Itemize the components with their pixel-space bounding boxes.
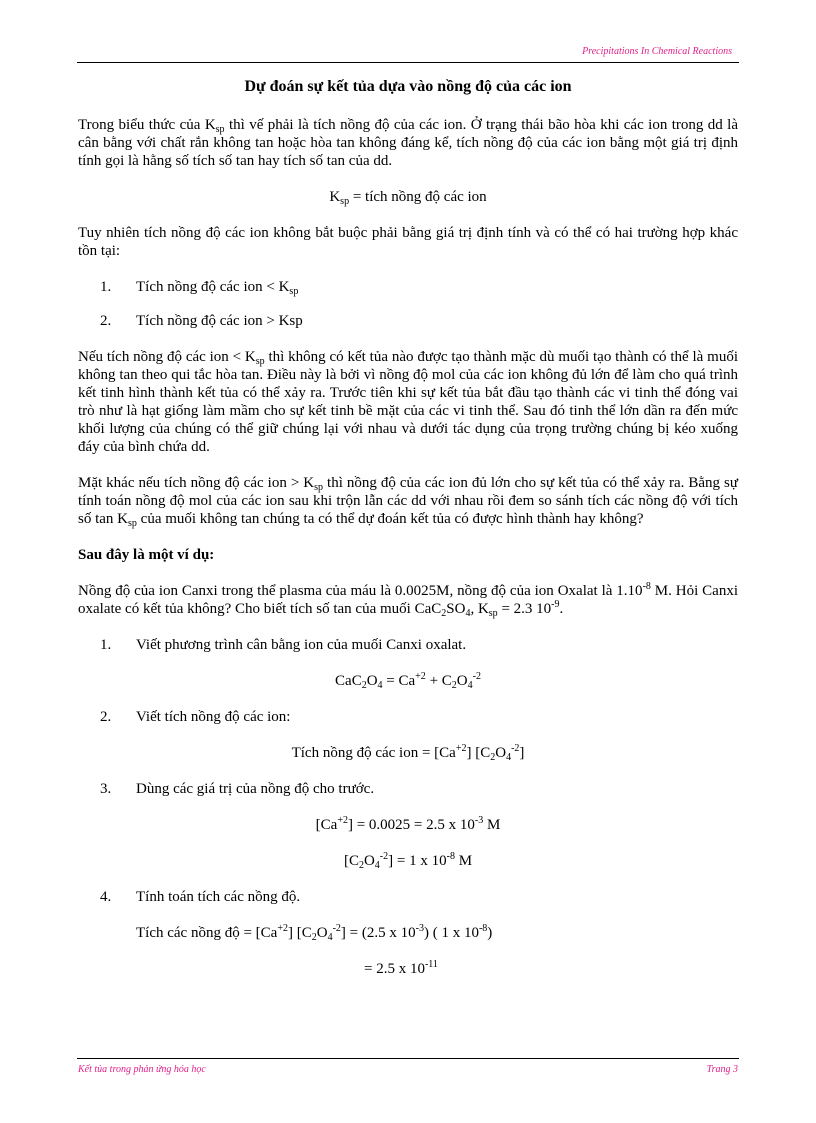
intro-paragraph: Trong biểu thức của $K_{sp}$ thì vế phải là tích nồng độ của các ion. Ở trạng thái bão hòa khi các ion trong dd là cân bằng với chất rắn không tan hoặc hòa tan không đáng kể, tích nồng độ của các ion bằng một giá trị định tính gọi là hằng số tích số tan hay tích số tan của dd. <box>78 117 738 169</box>
dissociation-equation: $CaC_2O_4 = Ca^{+2} + C_2O_4^{-2}$ <box>335 671 481 691</box>
header-rule <box>77 62 739 63</box>
step-item-3: 3. Dùng các giá trị của nồng độ cho trước. <box>100 781 375 797</box>
footer-title: Kết tủa trong phản ứng hóa học <box>78 1064 206 1075</box>
footer-rule <box>77 1058 739 1059</box>
page-number: Trang 3 <box>706 1064 738 1075</box>
step-item-1: 1. Viết phương trình cân bằng ion của muối Canxi oxalat. <box>100 637 467 653</box>
page-title: Dự đoán sự kết tủa dựa vào nồng độ của các ion <box>244 78 572 95</box>
no-precipitate-paragraph: Nếu tích nồng độ các ion < $K_{sp}$ thì không có kết tủa nào được tạo thành mặc dù muối tạo thành có thể là muối không tan theo qui tắc hòa tan. Điều này là bởi vì nồng độ mol của các ion không đủ lớn để làm cho quá trình kết tinh hình thành kết tủa có thể xảy ra. Trước tiên khi sự kết tủa bắt đầu tạo thành các vi tinh thể đóng vai trò như là hạt giống làm mầm cho sự kết tinh bề mặt của các vi tinh thể. Sau đó tinh thể lớn dần ra đến mức khối lượng của chúng có thể giữ chúng lại với nhau và dưới tác dụng của trọng trường chúng bị kéo xuống đáy của bình chứa dd. <box>78 349 738 455</box>
document-body <box>78 116 738 978</box>
product-result: = 2.5 x $10^{-11}$ <box>364 959 438 977</box>
case-item-2: 2. Tích nồng độ các ion > Ksp <box>100 313 303 329</box>
precipitate-paragraph: Mặt khác nếu tích nồng độ các ion > $K_{sp}$ thì nồng độ của các ion đủ lớn cho sự kết tủa có thể xảy ra. Bằng sự tính toán nồng độ mol của các ion sau khi trộn lẫn các dd với nhau rồi đem so sánh tích các nồng độ với tích số $\tan K_{sp}$ của muối không tan chúng ta có thể dự đoán kết tủa có được hình thành hay không? <box>78 475 738 529</box>
ksp-equation: $K_{sp}$ = tích nồng độ các ion <box>329 189 487 207</box>
cases-intro-paragraph: Tuy nhiên tích nồng độ các ion không bắt buộc phải bằng giá trị định tính và có thể có hai trường hợp khác tồn tại: <box>78 225 738 259</box>
step-item-2: 2. Viết tích nồng độ các ion: <box>100 709 291 725</box>
calcium-concentration-equation: $[Ca^{+2}] = 0.0025 = 2.5$ x $10^{-3}$ M <box>315 815 501 833</box>
oxalate-concentration-equation: $[C_2O_4^{-2}] = 1$ x $10^{-8}$ M <box>343 851 473 871</box>
example-heading: Sau đây là một ví dụ: <box>78 547 215 563</box>
ion-product-equation: Tích nồng độ các ion = $[Ca^{+2}]$ $[C_2O_4^{-2}]$ <box>291 743 525 763</box>
step-item-4: 4. Tính toán tích các nồng độ. <box>100 889 301 905</box>
example-problem-paragraph: Nồng độ của ion Canxi trong thể plasma của máu là 0.0025M, nồng độ của ion Oxalat là $1.10^{-8}$ M. Hỏi Canxi oxalate có kết tủa không? Cho biết tích số tan của muối $CaC_2SO_4$, $K_{sp} = 2.3$ $10^{-9}$. <box>78 581 739 619</box>
case-item-1: 1. Tích nồng độ các ion < $K_{sp}$ <box>100 279 299 297</box>
running-header: Precipitations In Chemical Reactions <box>582 46 732 57</box>
product-calculation-equation: Tích các nồng độ = $[Ca^{+2}] [C_2O_4^{-2}] = (2.5$ x $10^{-3}$) ( 1 x $10^{-8}$) <box>136 923 493 943</box>
